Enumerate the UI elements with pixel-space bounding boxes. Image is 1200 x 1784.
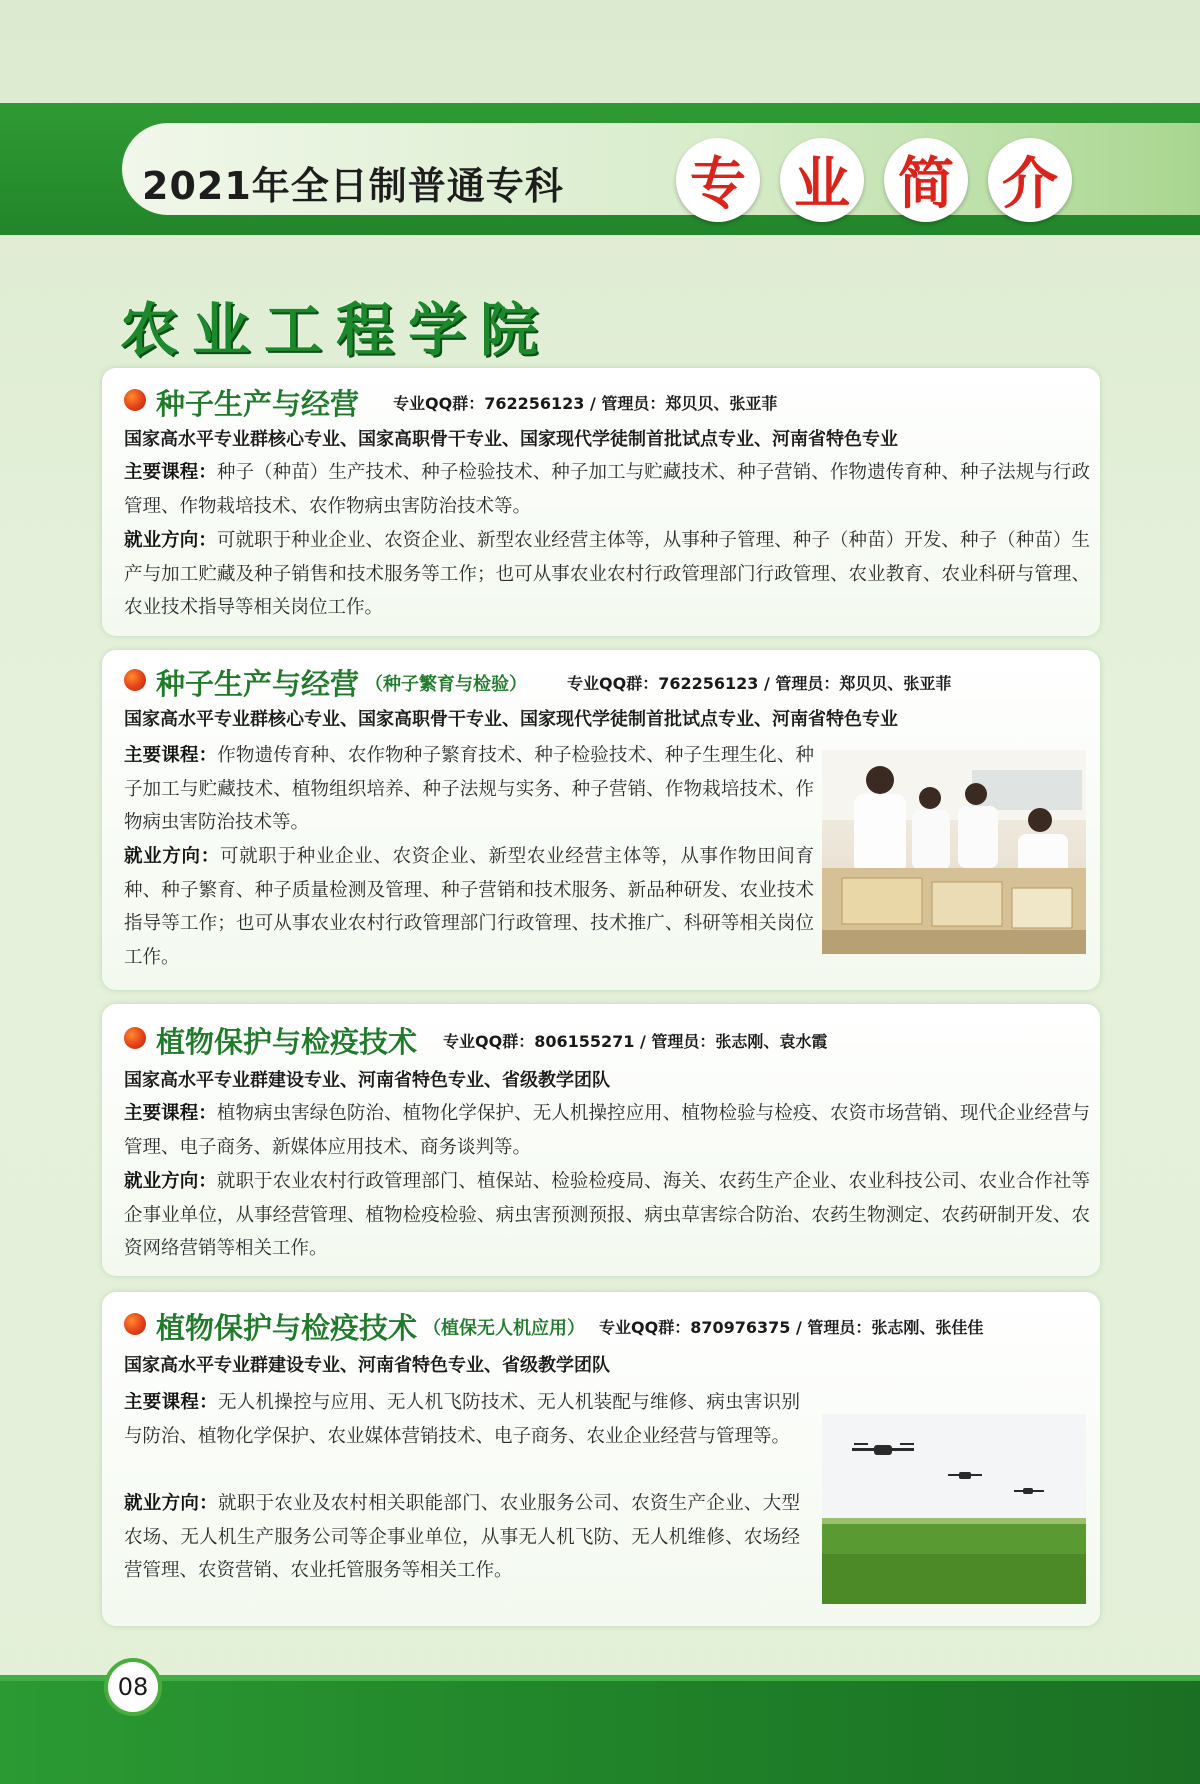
section-2-subtitle: （种子繁育与检验） (365, 673, 528, 695)
header-title: 2021年全日制普通专科 (142, 164, 564, 208)
college-title: 农业工程学院 (120, 296, 553, 364)
section-4-tags: 国家高水平专业群建设专业、河南省特色专业、省级教学团队 (124, 1355, 610, 1376)
header-char-2: 业 (780, 138, 864, 222)
jobs-label: 就业方向： (124, 846, 220, 867)
jobs-label: 就业方向： (124, 530, 217, 551)
section-4-qq: 专业QQ群：870976375 / 管理员：张志刚、张佳佳 (599, 1318, 984, 1337)
page-number: 08 (104, 1658, 162, 1716)
section-2-header (124, 662, 951, 703)
header-char-4: 介 (988, 138, 1072, 222)
header-char-3: 简 (884, 138, 968, 222)
bullet-dot-icon (124, 669, 146, 691)
section-2-jobs: 就业方向：可就职于种业企业、农资企业、新型农业经营主体等，从事作物田间育种、种子繁育、种子质量检测及管理、种子营销和技术服务、新品种研发、农业技术指导等工作；也可从事农业农村行政管理部门行政管理、技术推广、科研等相关岗位工作。 (124, 846, 814, 968)
section-4-courses: 主要课程：无人机操控与应用、无人机飞防技术、无人机装配与维修、病虫害识别与防治、植物化学保护、农业媒体营销技术、电子商务、农业企业经营与管理等。 (124, 1392, 800, 1447)
jobs-label: 就业方向： (124, 1171, 217, 1192)
section-4-header (124, 1306, 983, 1347)
section-3-courses: 主要课程：植物病虫害绿色防治、植物化学保护、无人机操控应用、植物检验与检疫、农资市场营销、现代企业经营与管理、电子商务、新媒体应用技术、商务谈判等。 (124, 1103, 1090, 1158)
section-4-title: 植物保护与检疫技术 (156, 1311, 418, 1345)
drone-photo (822, 1414, 1086, 1604)
section-1-tags: 国家高水平专业群核心专业、国家高职骨干专业、国家现代学徒制首批试点专业、河南省特色专业 (124, 429, 898, 450)
drone-field-illustration (822, 1414, 1086, 1604)
section-2-courses: 主要课程：作物遗传育种、农作物种子繁育技术、种子检验技术、种子生理生化、种子加工与贮藏技术、植物组织培养、种子法规与实务、种子营销、作物栽培技术、作物病虫害防治技术等。 (124, 745, 814, 833)
section-3-jobs: 就业方向：就职于农业农村行政管理部门、植保站、检验检疫局、海关、农药生产企业、农业科技公司、农业合作社等企事业单位，从事经营管理、植物检疫检验、病虫害预测预报、病虫草害综合防治、农药生物测定、农药研制开发、农资网络营销等相关工作。 (124, 1171, 1090, 1259)
bullet-dot-icon (124, 1313, 146, 1335)
courses-label: 主要课程： (124, 462, 217, 483)
jobs-label: 就业方向： (124, 1493, 218, 1514)
footer-band (0, 1675, 1200, 1784)
bullet-dot-icon (124, 1027, 146, 1049)
section-3-title: 植物保护与检疫技术 (156, 1025, 418, 1059)
courses-label: 主要课程： (124, 1392, 218, 1413)
footer-stripe (0, 1675, 1200, 1681)
section-3-header (124, 1020, 827, 1061)
section-4-jobs: 就业方向：就职于农业及农村相关职能部门、农业服务公司、农资生产企业、大型农场、无人机生产服务公司等企事业单位，从事无人机飞防、无人机维修、农场经营管理、农资营销、农业托管服务等相关工作。 (124, 1493, 800, 1581)
bullet-dot-icon (124, 389, 146, 411)
header-char-1: 专 (676, 138, 760, 222)
section-2-qq: 专业QQ群：762256123 / 管理员：郑贝贝、张亚菲 (567, 674, 952, 693)
section-3-qq: 专业QQ群：806155271 / 管理员：张志刚、袁水霞 (443, 1032, 828, 1051)
section-1-courses: 主要课程：种子（种苗）生产技术、种子检验技术、种子加工与贮藏技术、种子营销、作物遗传育种、种子法规与行政管理、作物栽培技术、农作物病虫害防治技术等。 (124, 462, 1090, 517)
section-1-jobs: 就业方向：可就职于种业企业、农资企业、新型农业经营主体等，从事种子管理、种子（种苗）开发、种子（种苗）生产与加工贮藏及种子销售和技术服务等工作；也可从事农业农村行政管理部门行政管理、农业教育、农业科研与管理、农业技术指导等相关岗位工作。 (124, 530, 1090, 618)
section-1-qq: 专业QQ群：762256123 / 管理员：郑贝贝、张亚菲 (393, 394, 778, 413)
lab-photo (822, 750, 1086, 954)
section-2-title: 种子生产与经营 (156, 667, 360, 701)
section-1-title: 种子生产与经营 (156, 387, 360, 421)
section-3-tags: 国家高水平专业群建设专业、河南省特色专业、省级教学团队 (124, 1070, 610, 1091)
courses-label: 主要课程： (124, 1103, 217, 1124)
courses-label: 主要课程： (124, 745, 218, 766)
section-4-subtitle: （植保无人机应用） (423, 1317, 586, 1339)
section-1-header (124, 382, 777, 423)
lab-scene-illustration (822, 750, 1086, 954)
section-2-tags: 国家高水平专业群核心专业、国家高职骨干专业、国家现代学徒制首批试点专业、河南省特色专业 (124, 709, 898, 730)
